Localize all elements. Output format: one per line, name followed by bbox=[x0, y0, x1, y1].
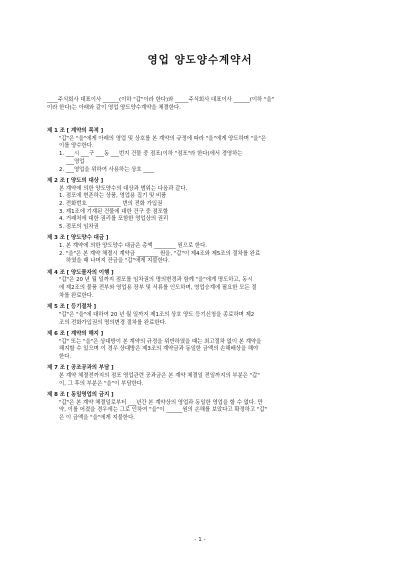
article-line: 한다. bbox=[59, 353, 72, 360]
article-heading bbox=[47, 392, 359, 400]
article-line: 4. 거래처에 대한 권리를 포함한 영업상의 권리 bbox=[59, 216, 169, 223]
article-line: 차를 완료한다. bbox=[59, 292, 94, 299]
intro-line: 이라 한다)는 아래와 같이 영업 양도양수계약을 체결한다. bbox=[47, 105, 181, 112]
article-line: 2. 전화번호 ____________ 번의 전화 가입권 bbox=[59, 200, 163, 207]
article-section bbox=[47, 331, 359, 362]
article-heading bbox=[47, 235, 359, 243]
article-title: [ 양도양수 대금 ] bbox=[66, 235, 109, 242]
article-line: 1. ___시 ___구 ___동 ___번지 건물 중 점포(이하 "점포"라 한다)에서 경영하는 bbox=[59, 151, 243, 158]
article-line: "갑"은 20 년 월 일까지 점포를 임차권의 명의변경과 함께 "을"에게 명도하고, 동시 bbox=[59, 277, 253, 284]
article-line: 이를 양수한다. bbox=[59, 143, 94, 150]
article-section bbox=[47, 365, 359, 388]
article-line: 본 계약 체결전까지의 점포 영업관련 공과금은 본 계약 체결일 전일까지의 부분은 "갑" bbox=[59, 372, 260, 379]
article-number: 제 8 조 bbox=[47, 391, 65, 398]
article-line: 이, 그 후의 부분은 "을"이 부담한다. bbox=[59, 380, 144, 387]
article-line: 1. 본 계약에 의한 양도양수 대금은 총액 ________ 원으로 한다. bbox=[59, 243, 207, 250]
article-line: "갑" 또는 "을"은 상대방이 본 계약의 규정을 위반하였을 때는 최고절차 없이 본 계약을 bbox=[59, 338, 262, 345]
article-heading bbox=[47, 365, 359, 373]
article-section bbox=[47, 128, 359, 174]
article-heading bbox=[47, 331, 359, 339]
article-line: "갑"은 본 계약 체결일로부터 ___년간 본 계약상의 영업과 동일한 영업을 할 수 없다. 만 bbox=[59, 399, 263, 406]
article-title: [ 등기절차 ] bbox=[66, 304, 97, 311]
article-line: 3. 제1조에 기재된 건물에 대한 건구 중 점포할 bbox=[59, 208, 169, 215]
article-title: [ 양도의 대상 ] bbox=[66, 177, 104, 184]
intro-paragraph bbox=[47, 96, 357, 113]
article-title: [ 양도물자의 이행 ] bbox=[66, 269, 114, 276]
article-line: 본 계약에 의한 양도양수의 대상과 범위는 다음과 같다. bbox=[59, 185, 188, 192]
article-line: ___영업 bbox=[66, 158, 85, 165]
article-title: [ 공조공과의 부담 ] bbox=[66, 365, 114, 372]
article-section bbox=[47, 392, 359, 423]
article-line: 은 이 금액을 "을"에게 지불한다. bbox=[59, 415, 136, 422]
article-title: [ 동일영업의 금지 ] bbox=[66, 391, 114, 398]
article-line: "갑"은 "을"에게 아래의 영업 및 상호를 본 계약의 규정에 따라 "을"에게 양도하며 "을"은 bbox=[59, 135, 267, 142]
article-line: 2. "을"은 본 계약 체결시 계약금 ________ 원을, "갑"이 제4조와 제5조의 절차를 완료 bbox=[59, 250, 261, 257]
article-number: 제 6 조 bbox=[47, 330, 65, 337]
article-number: 제 4 조 bbox=[47, 269, 65, 276]
article-line: 하였을 때 나머지 잔금을 "갑"에게 지불한다. bbox=[66, 258, 170, 265]
article-number: 제 5 조 bbox=[47, 304, 65, 311]
article-section bbox=[47, 304, 359, 327]
article-heading bbox=[47, 128, 359, 136]
article-number: 제 3 조 bbox=[47, 235, 65, 242]
article-line: 에 제2조의 물품 전부와 영업용 장부 및 서류를 인도하며, 영업승계에 필요한 모든 절 bbox=[59, 285, 257, 292]
article-heading bbox=[47, 304, 359, 312]
article-line: 5. 점포의 임차권 bbox=[59, 224, 99, 231]
article-section bbox=[47, 178, 359, 232]
page-number: - 1 - bbox=[194, 537, 206, 543]
article-line: 2. ___영업을 위하여 사용하는 상호 ____ bbox=[59, 166, 155, 173]
intro-line: ____주식회사 대표이사 ______(이하 "갑"이라 한다)와 _____주식회사 대표이사 ______(이하 "을" bbox=[47, 97, 275, 103]
article-number: 제 1 조 bbox=[47, 128, 65, 134]
article-line: "갑"은 "을"에 대하여 20 년 월 일까지 제1조의 상호 양도 등기신청을 종료하며 제2 bbox=[59, 311, 255, 318]
article-title: [ 계약의 목적 ] bbox=[66, 128, 104, 134]
article-title: [ 계약의 해지 ] bbox=[66, 330, 104, 337]
article-line: 약, 이를 어겼을 경우에는 그로 인하여 "을"이 ______원의 손해를 보았다고 확정하고 "갑" bbox=[59, 407, 268, 414]
article-line: 해지할 수 있으며 이 경우 상대방은 제3조의 계약금과 동일한 금액의 손해배상을 해야 bbox=[59, 346, 259, 353]
article-number: 제 7 조 bbox=[47, 365, 65, 372]
article-section bbox=[47, 270, 359, 301]
article-section bbox=[47, 235, 359, 266]
article-number: 제 2 조 bbox=[47, 177, 65, 184]
article-heading bbox=[47, 178, 359, 186]
document-title: 영업 양도양수계약서 bbox=[147, 54, 253, 66]
article-line: 1. 점포에 현존하는 상품, 영업용 집기 및 비품 bbox=[59, 193, 167, 200]
article-line: 조의 전화가입권의 명의변경 절차를 완료한다. bbox=[59, 319, 167, 326]
articles-container bbox=[47, 128, 359, 426]
